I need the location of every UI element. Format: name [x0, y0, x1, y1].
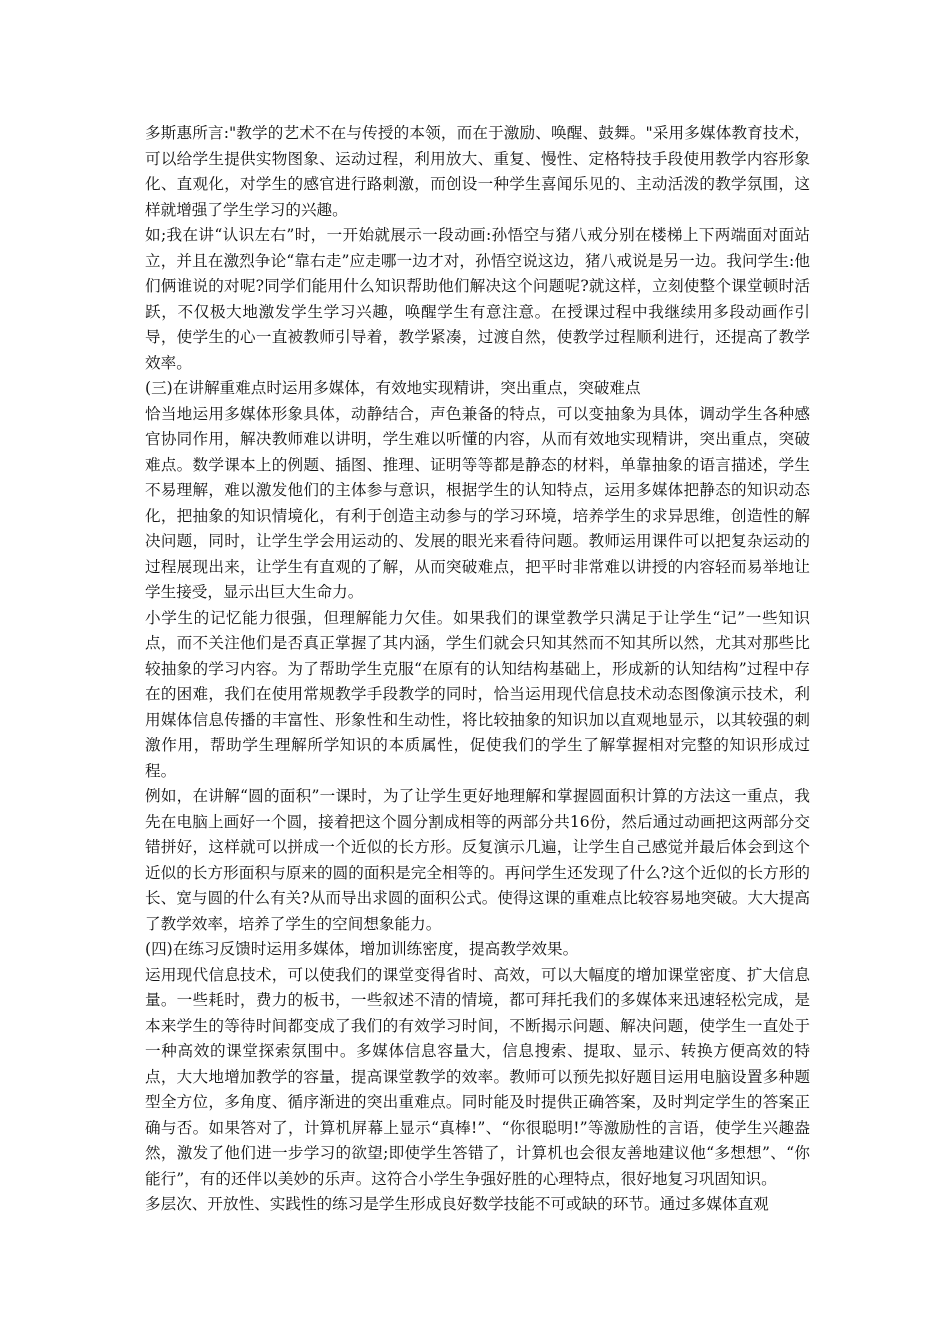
paragraph-key-points: 恰当地运用多媒体形象具体，动静结合，声色兼备的特点，可以变抽象为具体，调动学生各种感官协同作用，解决教师难以讲明，学生难以听懂的内容，从而有效地实现精讲，突出重点，突破难点。数学课本上的例题、插图、推理、证明等等都是静态的材料，单靠抽象的语言描述，学生不易理解，难以激发他们的主体参与意识，根据学生的认知特点，运用多媒体把静态的知识动态化，把抽象的知识情境化，有利于创造主动参与的学习环境，培养学生的求异思维，创造性的解决问题，同时，让学生学会用运动的、发展的眼光来看待问题。教师运用课件可以把复杂运动的过程展现出来，让学生有直观的了解，从而突破难点，把平时非常难以讲授的内容轻而易举地让学生接受，显示出巨大生命力。 — [145, 404, 810, 601]
section-heading-4: (四)在练习反馈时运用多媒体，增加训练密度，提高教学效果。 — [145, 940, 579, 958]
paragraph-memory: 小学生的记忆能力很强，但理解能力欠佳。如果我们的课堂教学只满足于让学生“记”一些知识点，而不关注他们是否真正掌握了其内涵，学生们就会只知其然而不知其所以然，尤其对那些比较抽象的学习内容。为了帮助学生克服“在原有的认知结构基础上，形成新的认知结构”过程中存在的困难，我们在使用常规教学手段教学的同时，恰当运用现代信息技术动态图像演示技术，利用媒体信息传播的丰富性、形象性和生动性，将比较抽象的知识加以直观地显示，以其较强的刺激作用，帮助学生理解所学知识的本质属性，促使我们的学生了解掌握相对完整的知识形成过程。 — [145, 608, 810, 780]
paragraph-feedback: 运用现代信息技术，可以使我们的课堂变得省时、高效，可以大幅度的增加课堂密度、扩大信息量。一些耗时，费力的板书，一些叙述不清的情境，都可拜托我们的多媒体来迅速轻松完成，是本来学生的等待时间都变成了我们的有效学习时间，不断揭示问题、解决问题，使学生一直处于一种高效的课堂探索氛围中。多媒体信息容量大，信息搜索、提取、显示、转换方便高效的特点，大大地增加教学的容量，提高课堂教学的效率。教师可以预先拟好题目运用电脑设置多种题型全方位，多角度、循序渐进的突出重难点。同时能及时提供正确答案，及时判定学生的答案正确与否。如果答对了，计算机屏幕上显示“真棒!”、“你很聪明!”等激励性的言语，使学生兴趣盎然，激发了他们进一步学习的欲望;即使学生答错了，计算机也会很友善地建议他“多想想”、“你能行”，有的还伴以美妙的乐声。这符合小学生争强好胜的心理特点，很好地复习巩固知识。 — [145, 965, 810, 1188]
paragraph-example-left-right: 如;我在讲“认识左右”时，一开始就展示一段动画:孙悟空与猪八戒分别在楼梯上下两端面对面站立，并且在激烈争论“靠右走”应走哪一边才对，孙悟空说这边，猪八戒说是另一边。我问学生:他们俩谁说的对呢?同学们能用什么知识帮助他们解决这个问题呢?就这样，立刻使整个课堂顿时活跃，不仅极大地激发学生学习兴趣，唤醒学生有意注意。在授课过程中我继续用多段动画作引导，使学生的心一直被教师引导着，教学紧凑，过渡自然，使教学过程顺利进行，还提高了教学效率。 — [145, 226, 810, 372]
paragraph-intro: 多斯惠所言:"教学的艺术不在与传授的本领，而在于激励、唤醒、鼓舞。"采用多媒体教育技术，可以给学生提供实物图象、运动过程，利用放大、重复、慢性、定格特技手段使用教学内容形象化、直观化，对学生的感官进行路刺激，而创设一种学生喜闻乐见的、主动活泼的教学氛围，这样就增强了学生学习的兴趣。 — [145, 124, 810, 219]
section-heading-3: (三)在讲解重难点时运用多媒体，有效地实现精讲，突出重点，突破难点 — [145, 379, 641, 397]
paragraph-practice: 多层次、开放性、实践性的练习是学生形成良好数学技能不可或缺的环节。通过多媒体直观 — [145, 1195, 769, 1213]
paragraph-circle-area: 例如，在讲解“圆的面积”一课时，为了让学生更好地理解和掌握圆面积计算的方法这一重点，我先在电脑上画好一个圆，接着把这个圆分割成相等的两部分共16份，然后通过动画把这两部分交错拼好，这样就可以拼成一个近似的长方形。反复演示几遍，让学生自己感觉并最后体会到这个近似的长方形面积与原来的圆的面积是完全相等的。再问学生还发现了什么?这个近似的长方形的长、宽与圆的什么有关?从而导出求圆的面积公式。使得这课的重难点比较容易地突破。大大提高了教学效率，培养了学生的空间想象能力。 — [145, 787, 810, 933]
document-body — [145, 121, 810, 1218]
